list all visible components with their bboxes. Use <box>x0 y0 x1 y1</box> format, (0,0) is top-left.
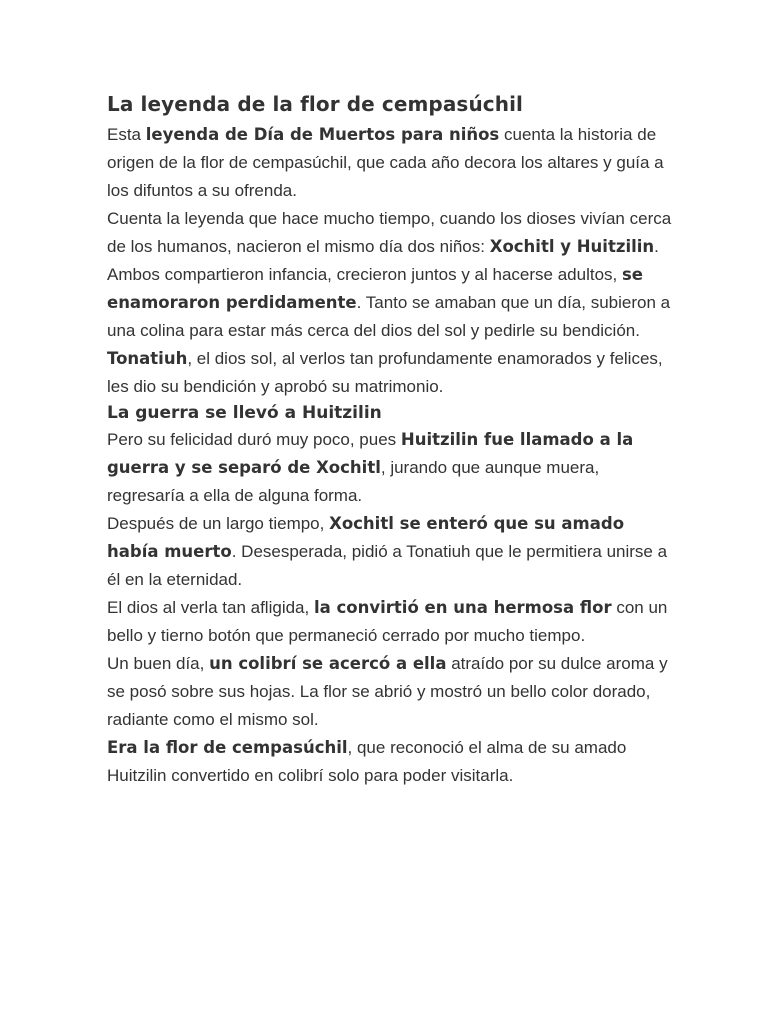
section-heading: La guerra se llevó a Huitzilin <box>107 403 382 423</box>
bold-text-run: Xochitl se enteró que su amado había muerto <box>107 514 625 561</box>
bold-text-run: Tonatiuh <box>107 349 188 368</box>
text-run: , el dios sol, al verlos tan profundamente enamorados y felices, les dio su bendición y aprobó su matrimonio. <box>107 349 663 396</box>
paragraph <box>107 734 677 790</box>
bold-text-run: Xochitl y Huitzilin <box>489 237 655 256</box>
document-page <box>107 90 677 790</box>
text-run: Cuenta la leyenda que hace mucho tiempo, cuando los dioses vivían cerca de los humanos, nacieron el mismo día dos niños: <box>107 209 672 256</box>
text-run: Esta <box>107 125 146 144</box>
text-run: . Tanto se amaban que un día, subieron a una colina para estar más cerca del dios del sol y pedirle su bendición. <box>107 293 671 340</box>
paragraph <box>107 426 677 510</box>
text-run: , que reconoció el alma de su amado Huitzilin convertido en colibrí solo para poder visitarla. <box>107 738 627 785</box>
paragraph <box>107 121 677 205</box>
text-run: , jurando que aunque muera, regresaría a ella de alguna forma. <box>107 458 600 505</box>
paragraph <box>107 205 677 261</box>
bold-text-run: la convirtió en una hermosa flor <box>313 598 612 617</box>
text-run: Pero su felicidad duró muy poco, pues <box>107 430 401 449</box>
text-run: Ambos compartieron infancia, crecieron juntos y al hacerse adultos, <box>107 265 622 284</box>
bold-text-run: Era la flor de cempasúchil <box>107 738 348 757</box>
bold-text-run: Huitzilin fue llamado a la guerra y se separó de Xochitl <box>107 430 634 477</box>
text-run: con un bello y tierno botón que permaneció cerrado por mucho tiempo. <box>107 598 668 645</box>
text-run: cuenta la historia de origen de la flor de cempasúchil, que cada año decora los altares y guía a los difuntos a su ofrenda. <box>107 125 664 200</box>
text-run: El dios al verla tan afligida, <box>107 598 314 617</box>
paragraph <box>107 261 677 345</box>
paragraph <box>107 594 677 650</box>
paragraph <box>107 510 677 594</box>
paragraph <box>107 650 677 734</box>
paragraph <box>107 345 677 401</box>
text-run: Después de un largo tiempo, <box>107 514 330 533</box>
text-run: atraído por su dulce aroma y se posó sobre sus hojas. La flor se abrió y mostró un bello color dorado, radiante como el mismo sol. <box>107 654 668 729</box>
document-title: La leyenda de la flor de cempasúchil <box>107 92 523 116</box>
intro-section <box>107 121 677 401</box>
bold-text-run: leyenda de Día de Muertos para niños <box>145 125 500 144</box>
text-run: . <box>654 237 659 256</box>
bold-text-run: se enamoraron perdidamente <box>107 265 643 312</box>
war-section <box>107 426 677 790</box>
text-run: Un buen día, <box>107 654 210 673</box>
text-run: . Desesperada, pidió a Tonatiuh que le permitiera unirse a él en la eternidad. <box>107 542 668 589</box>
bold-text-run: un colibrí se acercó a ella <box>209 654 447 673</box>
